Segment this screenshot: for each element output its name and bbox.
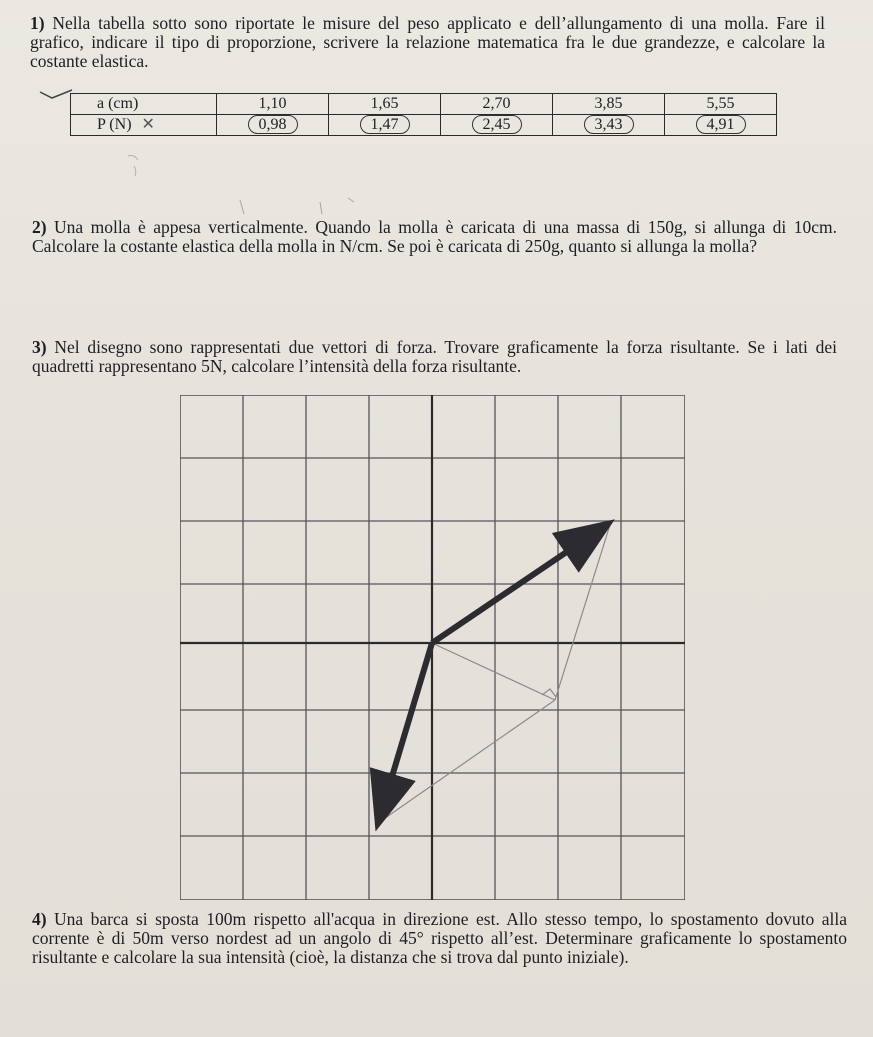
- question-3: [32, 338, 837, 376]
- question-4-text: Una barca si sposta 100m rispetto all'acqua in direzione est. Allo stesso tempo, lo spostamento dovuto alla corrente è di 50m verso nordest ad un angolo di 45° rispetto all’est. Determinare graficamente lo spostamento risultante e calcolare la sua intensità (cioè, la distanza che si trova dal punto iniziale).: [32, 909, 847, 967]
- vector-grid-diagram: [180, 395, 685, 905]
- question-1-number: 1): [30, 13, 45, 33]
- pencil-scribbles: [120, 150, 440, 220]
- table-cell: [217, 115, 329, 136]
- table-row-weight: [71, 115, 777, 136]
- question-4: [32, 910, 847, 967]
- row-label-weight-text: P (N): [97, 116, 132, 133]
- circled-value: 3,43: [584, 115, 634, 134]
- question-2-number: 2): [32, 217, 47, 237]
- circled-value: 2,45: [472, 115, 522, 134]
- circled-value: 4,91: [696, 115, 746, 134]
- pencil-cross-icon: ✕: [141, 116, 155, 133]
- table-cell: 1,65: [329, 94, 441, 115]
- table-cell: [553, 115, 665, 136]
- vector-grid-svg: [180, 395, 685, 900]
- circled-value: 1,47: [360, 115, 410, 134]
- row-label-length: a (cm): [71, 94, 217, 115]
- table-cell: 3,85: [553, 94, 665, 115]
- question-2-text: Una molla è appesa verticalmente. Quando la molla è caricata di una massa di 150g, si allunga di 10cm. Calcolare la costante elastica della molla in N/cm. Se poi è caricata di 250g, quanto si allunga la molla?: [32, 217, 838, 256]
- question-4-number: 4): [32, 909, 47, 929]
- circled-value: 0,98: [248, 115, 298, 134]
- table-cell: 5,55: [665, 94, 777, 115]
- table-cell: [441, 115, 553, 136]
- pencil-construction-lines: [375, 525, 610, 825]
- row-label-weight: [71, 115, 217, 136]
- question-2: [32, 218, 837, 256]
- table-cell: [329, 115, 441, 136]
- force-vector-2: [379, 643, 432, 820]
- question-1: [30, 14, 825, 71]
- table-row-length: [71, 94, 777, 115]
- question-3-text: Nel disegno sono rappresentati due vettori di forza. Trovare graficamente la forza risultante. Se i lati dei quadretti rappresentano 5N, calcolare l’intensità della forza risultante.: [32, 337, 838, 376]
- question-1-text: Nella tabella sotto sono riportate le misure del peso applicato e dell’allungamento di una molla. Fare il grafico, indicare il tipo di proporzione, scrivere la relazione matematica fra le due grandezze, e calcolare la costante elastica.: [30, 13, 826, 71]
- question-3-number: 3): [32, 337, 47, 357]
- table-cell: [665, 115, 777, 136]
- table-cell: 2,70: [441, 94, 553, 115]
- measurements-table: [70, 93, 777, 136]
- table-cell: 1,10: [217, 94, 329, 115]
